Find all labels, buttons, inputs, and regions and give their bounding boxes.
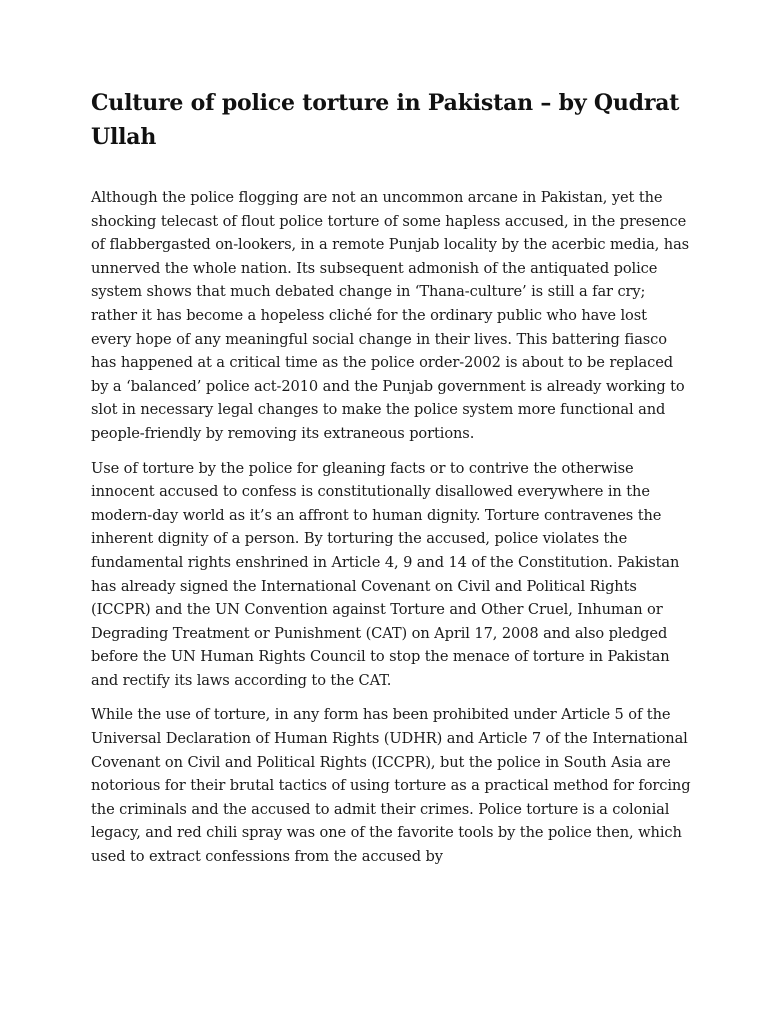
- document-title: Culture of police torture in Pakistan – by Qudrat Ullah: [91, 90, 680, 150]
- paragraph-2: Use of torture by the police for gleaning facts or to contrive the otherwise innocent accused to confess is constitutionally disallowed everywhere in the modern-day world as it’s an affront to human dignity. Torture contravenes the inherent dignity of a person. By torturing the accused, police violates the fundamental rights enshrined in Article 4, 9 and 14 of the Constitution. Pakistan has already signed the International Covenant on Civil and Political Rights (ICCPR) and the UN Convention against Torture and Other Cruel, Inhuman or Degrading Treatment or Punishment (CAT) on April 17, 2008 and also pledged before the UN Human Rights Council to stop the menace of torture in Pakistan and rectify its laws according to the CAT.: [91, 459, 680, 689]
- paragraph-1: Although the police flogging are not an uncommon arcane in Pakistan, yet the shocking telecast of flout police torture of some hapless accused, in the presence of flabbergasted on-lookers, in a remote Punjab locality by the acerbic media, has unnerved the whole nation. Its subsequent admonish of the antiquated police system shows that much debated change in ‘Thana-culture’ is still a far cry; rather it has become a hopeless cliché for the ordinary public who have lost every hope of any meaningful social change in their lives. This battering fiasco has happened at a critical time as the police order-2002 is about to be replaced by a ‘balanced’ police act-2010 and the Punjab government is already working to slot in necessary legal changes to make the police system more functional and people-friendly by removing its extraneous portions.: [91, 189, 690, 442]
- paragraph-3: While the use of torture, in any form has been prohibited under Article 5 of the Universal Declaration of Human Rights (UDHR) and Article 7 of the International Covenant on Civil and Political Rights (ICCPR), but the police in South Asia are notorious for their brutal tactics of using torture as a practical method for forcing the criminals and the accused to admit their crimes. Police torture is a colonial legacy, and red chili spray was one of the favorite tools by the police then, which used to extract confessions from the accused by: [91, 706, 691, 866]
- document-page: [91, 86, 691, 880]
